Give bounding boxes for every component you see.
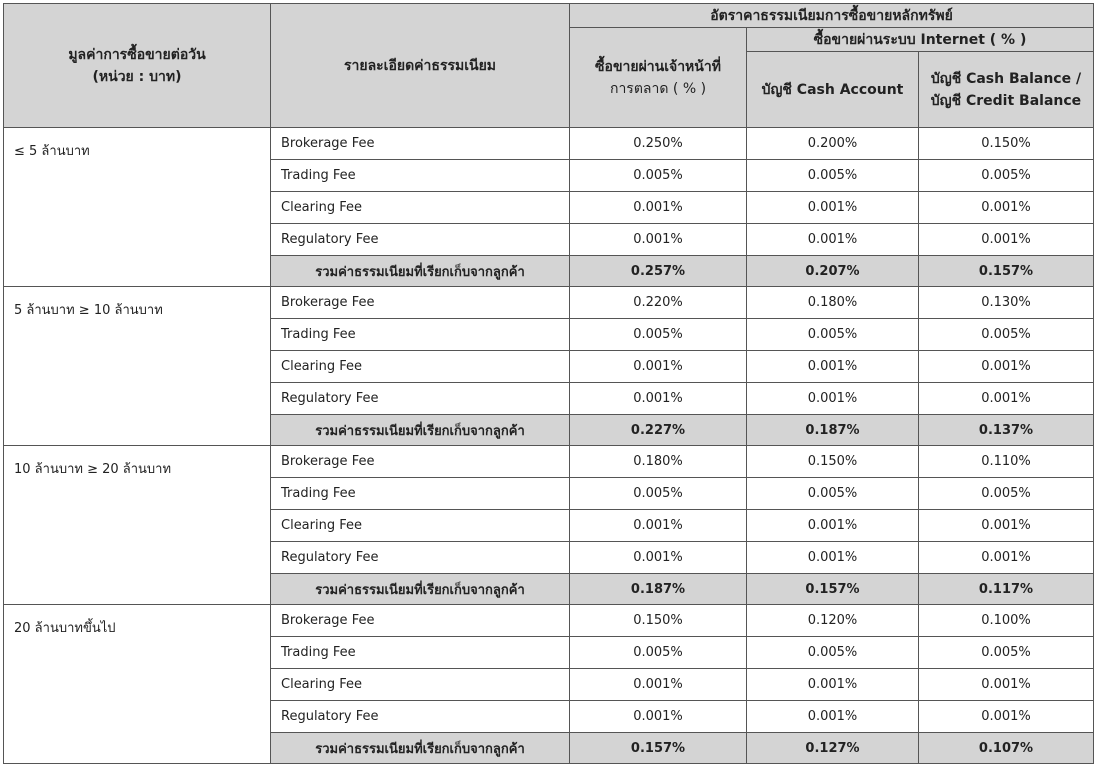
fee-name-cell: Brokerage Fee: [271, 446, 570, 478]
header-internet-group: ซื้อขายผ่านระบบ Internet ( % ): [747, 28, 1094, 52]
table-row: [4, 287, 1094, 319]
balance-rate-cell: 0.110%: [919, 446, 1094, 478]
tier-label: 10 ล้านบาท ≥ 20 ล้านบาท: [4, 446, 271, 605]
balance-rate-cell: 0.001%: [919, 351, 1094, 383]
balance-rate-cell: 0.001%: [919, 510, 1094, 542]
officer-total-cell: 0.187%: [570, 574, 747, 605]
officer-total-cell: 0.157%: [570, 733, 747, 764]
header-officer-title: ซื้อขายผ่านเจ้าหน้าที่: [595, 58, 721, 75]
header-cash-account-column: บัญชี Cash Account: [747, 52, 919, 128]
fee-name-cell: Regulatory Fee: [271, 383, 570, 415]
cash-account-total-cell: 0.187%: [747, 415, 919, 446]
officer-rate-cell: 0.250%: [570, 128, 747, 160]
fee-name-cell: Trading Fee: [271, 478, 570, 510]
tier-label: ≤ 5 ล้านบาท: [4, 128, 271, 287]
header-credit-balance: บัญชี Credit Balance: [930, 92, 1082, 109]
balance-rate-cell: 0.001%: [919, 224, 1094, 256]
header-officer-unit: การตลาด ( % ): [609, 80, 707, 97]
cash-account-rate-cell: 0.150%: [747, 446, 919, 478]
officer-rate-cell: 0.001%: [570, 351, 747, 383]
cash-account-rate-cell: 0.001%: [747, 542, 919, 574]
officer-rate-cell: 0.180%: [570, 446, 747, 478]
officer-rate-cell: 0.001%: [570, 192, 747, 224]
officer-rate-cell: 0.005%: [570, 160, 747, 192]
table-row: [4, 128, 1094, 160]
officer-total-cell: 0.227%: [570, 415, 747, 446]
total-label: รวมค่าธรรมเนียมที่เรียกเก็บจากลูกค้า: [271, 574, 570, 605]
header-cash-balance: บัญชี Cash Balance /: [930, 70, 1082, 87]
fee-name-cell: Trading Fee: [271, 637, 570, 669]
balance-total-cell: 0.117%: [919, 574, 1094, 605]
fee-name-cell: Brokerage Fee: [271, 128, 570, 160]
balance-total-cell: 0.137%: [919, 415, 1094, 446]
header-rate-group: อัตราคาธรรมเนียมการซื้อขายหลักทรัพย์: [570, 4, 1094, 28]
cash-account-rate-cell: 0.001%: [747, 701, 919, 733]
officer-rate-cell: 0.005%: [570, 478, 747, 510]
officer-rate-cell: 0.150%: [570, 605, 747, 637]
officer-rate-cell: 0.001%: [570, 701, 747, 733]
balance-rate-cell: 0.001%: [919, 542, 1094, 574]
fee-name-cell: Brokerage Fee: [271, 605, 570, 637]
balance-total-cell: 0.107%: [919, 733, 1094, 764]
cash-account-total-cell: 0.157%: [747, 574, 919, 605]
header-tier-column: [4, 4, 271, 128]
balance-rate-cell: 0.005%: [919, 319, 1094, 351]
balance-rate-cell: 0.005%: [919, 637, 1094, 669]
balance-total-cell: 0.157%: [919, 256, 1094, 287]
cash-account-rate-cell: 0.200%: [747, 128, 919, 160]
cash-account-rate-cell: 0.001%: [747, 383, 919, 415]
cash-account-rate-cell: 0.005%: [747, 160, 919, 192]
balance-rate-cell: 0.001%: [919, 383, 1094, 415]
fee-name-cell: Regulatory Fee: [271, 701, 570, 733]
officer-rate-cell: 0.001%: [570, 542, 747, 574]
fee-table: [3, 3, 1094, 764]
tier-label: 20 ล้านบาทขึ้นไป: [4, 605, 271, 764]
fee-name-cell: Clearing Fee: [271, 351, 570, 383]
total-label: รวมค่าธรรมเนียมที่เรียกเก็บจากลูกค้า: [271, 733, 570, 764]
officer-rate-cell: 0.001%: [570, 669, 747, 701]
header-detail-column: รายละเอียดค่าธรรมเนียม: [271, 4, 570, 128]
cash-account-total-cell: 0.207%: [747, 256, 919, 287]
balance-rate-cell: 0.005%: [919, 160, 1094, 192]
balance-rate-cell: 0.001%: [919, 669, 1094, 701]
officer-rate-cell: 0.005%: [570, 637, 747, 669]
officer-total-cell: 0.257%: [570, 256, 747, 287]
fee-schedule-page: [3, 3, 1094, 764]
table-row: [4, 605, 1094, 637]
header-officer-column: [570, 28, 747, 128]
officer-rate-cell: 0.005%: [570, 319, 747, 351]
cash-account-rate-cell: 0.001%: [747, 351, 919, 383]
table-row: [4, 446, 1094, 478]
tier-label: 5 ล้านบาท ≥ 10 ล้านบาท: [4, 287, 271, 446]
header-balance-column: [919, 52, 1094, 128]
officer-rate-cell: 0.001%: [570, 510, 747, 542]
balance-rate-cell: 0.100%: [919, 605, 1094, 637]
fee-name-cell: Clearing Fee: [271, 192, 570, 224]
balance-rate-cell: 0.130%: [919, 287, 1094, 319]
balance-rate-cell: 0.001%: [919, 701, 1094, 733]
cash-account-rate-cell: 0.180%: [747, 287, 919, 319]
officer-rate-cell: 0.001%: [570, 383, 747, 415]
fee-table-body: [4, 128, 1094, 764]
total-label: รวมค่าธรรมเนียมที่เรียกเก็บจากลูกค้า: [271, 415, 570, 446]
fee-name-cell: Brokerage Fee: [271, 287, 570, 319]
cash-account-rate-cell: 0.120%: [747, 605, 919, 637]
header-tier-unit: (หน่วย : บาท): [92, 68, 182, 85]
fee-name-cell: Regulatory Fee: [271, 224, 570, 256]
fee-name-cell: Regulatory Fee: [271, 542, 570, 574]
officer-rate-cell: 0.220%: [570, 287, 747, 319]
cash-account-rate-cell: 0.005%: [747, 319, 919, 351]
fee-name-cell: Clearing Fee: [271, 510, 570, 542]
cash-account-rate-cell: 0.001%: [747, 669, 919, 701]
total-label: รวมค่าธรรมเนียมที่เรียกเก็บจากลูกค้า: [271, 256, 570, 287]
header-tier-title: มูลค่าการซื้อขายต่อวัน: [68, 46, 206, 63]
officer-rate-cell: 0.001%: [570, 224, 747, 256]
cash-account-rate-cell: 0.005%: [747, 478, 919, 510]
cash-account-rate-cell: 0.005%: [747, 637, 919, 669]
fee-name-cell: Clearing Fee: [271, 669, 570, 701]
cash-account-rate-cell: 0.001%: [747, 224, 919, 256]
cash-account-total-cell: 0.127%: [747, 733, 919, 764]
cash-account-rate-cell: 0.001%: [747, 192, 919, 224]
balance-rate-cell: 0.150%: [919, 128, 1094, 160]
cash-account-rate-cell: 0.001%: [747, 510, 919, 542]
fee-name-cell: Trading Fee: [271, 160, 570, 192]
balance-rate-cell: 0.001%: [919, 192, 1094, 224]
fee-name-cell: Trading Fee: [271, 319, 570, 351]
balance-rate-cell: 0.005%: [919, 478, 1094, 510]
